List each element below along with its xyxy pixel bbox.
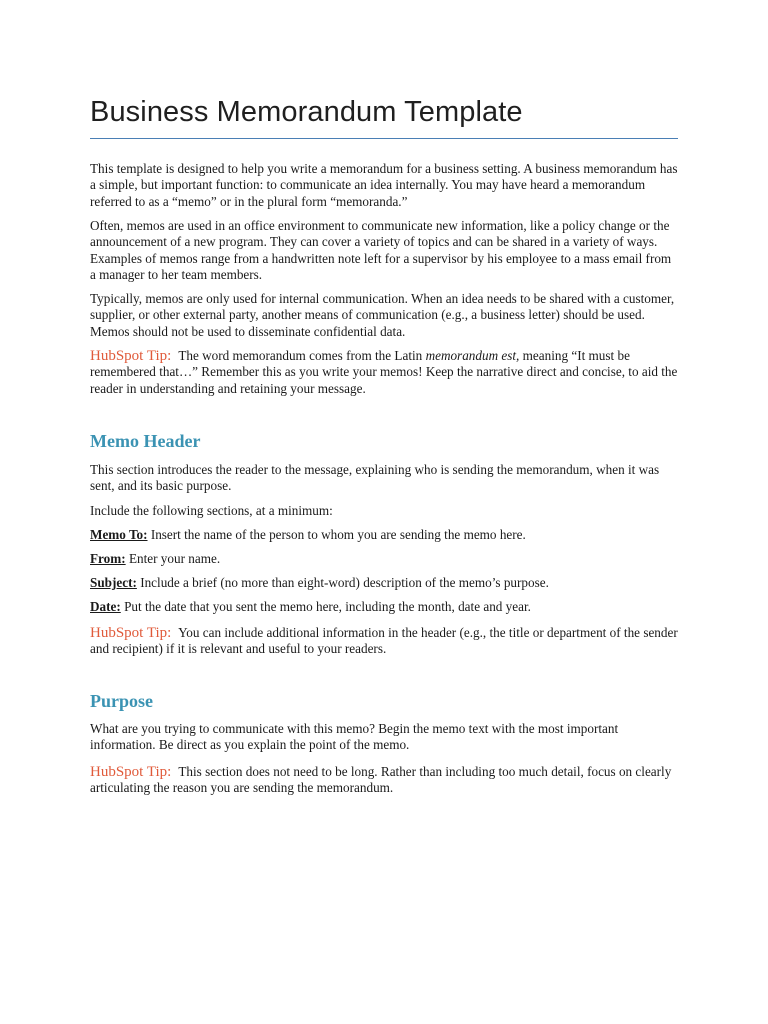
purpose-tip [90, 764, 680, 797]
tip-label: HubSpot Tip: [90, 764, 172, 780]
field-text: Include a brief (no more than eight-word) description of the memo’s purpose. [136, 575, 549, 590]
tip-label: HubSpot Tip: [90, 348, 172, 364]
tip-text-italic: memorandum est, [425, 348, 520, 363]
tip-text: This section does not need to be long. Rather than including too much detail, focus on clearly articulating the reason you are sending the memorandum. [90, 764, 672, 796]
field-label: Date: [90, 599, 121, 614]
document-title: Business Memorandum Template [90, 96, 523, 128]
field-subject [90, 575, 680, 591]
intro-paragraph-2: Often, memos are used in an office environment to communicate new information, like a policy change or the announcement of a new program. They can cover a variety of topics and can be shared in a variety of ways. Examples of memos range from a handwritten note left for a supervisor by his employee to a mass email from a manager to her team members. [90, 218, 672, 283]
tip-label: HubSpot Tip: [90, 625, 172, 641]
field-text: Enter your name. [125, 551, 221, 566]
memo-header-paragraph-2: Include the following sections, at a minimum: [90, 503, 333, 518]
field-text: Insert the name of the person to whom you are sending the memo here. [147, 527, 526, 542]
title-rule [90, 138, 678, 139]
intro-paragraph-3: Typically, memos are only used for internal communication. When an idea needs to be shared with a customer, supplier, or other external party, another means of communication (e.g., a business letter) should be used. Memos should not be used to disseminate confidential data. [90, 291, 675, 339]
field-label: From: [90, 551, 126, 566]
field-date [90, 599, 680, 615]
field-memo-to [90, 527, 680, 543]
tip-text-before: The word memorandum comes from the Latin [178, 348, 426, 363]
section-heading-memo-header: Memo Header [90, 431, 201, 451]
tip-text-after: meaning “It must be remembered that…” Remember this as you write your memos! Keep the narrative direct and concise, to aid the reader in understanding and retaining your message. [90, 348, 678, 396]
memo-header-tip [90, 625, 680, 658]
purpose-paragraph-1: What are you trying to communicate with this memo? Begin the memo text with the most important information. Be direct as you explain the point of the memo. [90, 721, 619, 753]
intro-tip [90, 348, 680, 397]
field-label: Memo To: [90, 527, 148, 542]
intro-paragraph-1: This template is designed to help you write a memorandum for a business setting. A business memorandum has a simple, but important function: to communicate an idea internally. You may have heard a memorandum referred to as a “memo” or in the plural form “memoranda.” [90, 161, 678, 209]
field-text: Put the date that you sent the memo here, including the month, date and year. [120, 599, 531, 614]
field-from [90, 551, 680, 567]
field-label: Subject: [90, 575, 137, 590]
memo-header-paragraph-1: This section introduces the reader to the message, explaining who is sending the memorandum, when it was sent, and its basic purpose. [90, 462, 660, 494]
section-heading-purpose: Purpose [90, 691, 153, 711]
tip-text: You can include additional information in the header (e.g., the title or department of the sender and recipient) if it is relevant and useful to your readers. [90, 625, 678, 657]
